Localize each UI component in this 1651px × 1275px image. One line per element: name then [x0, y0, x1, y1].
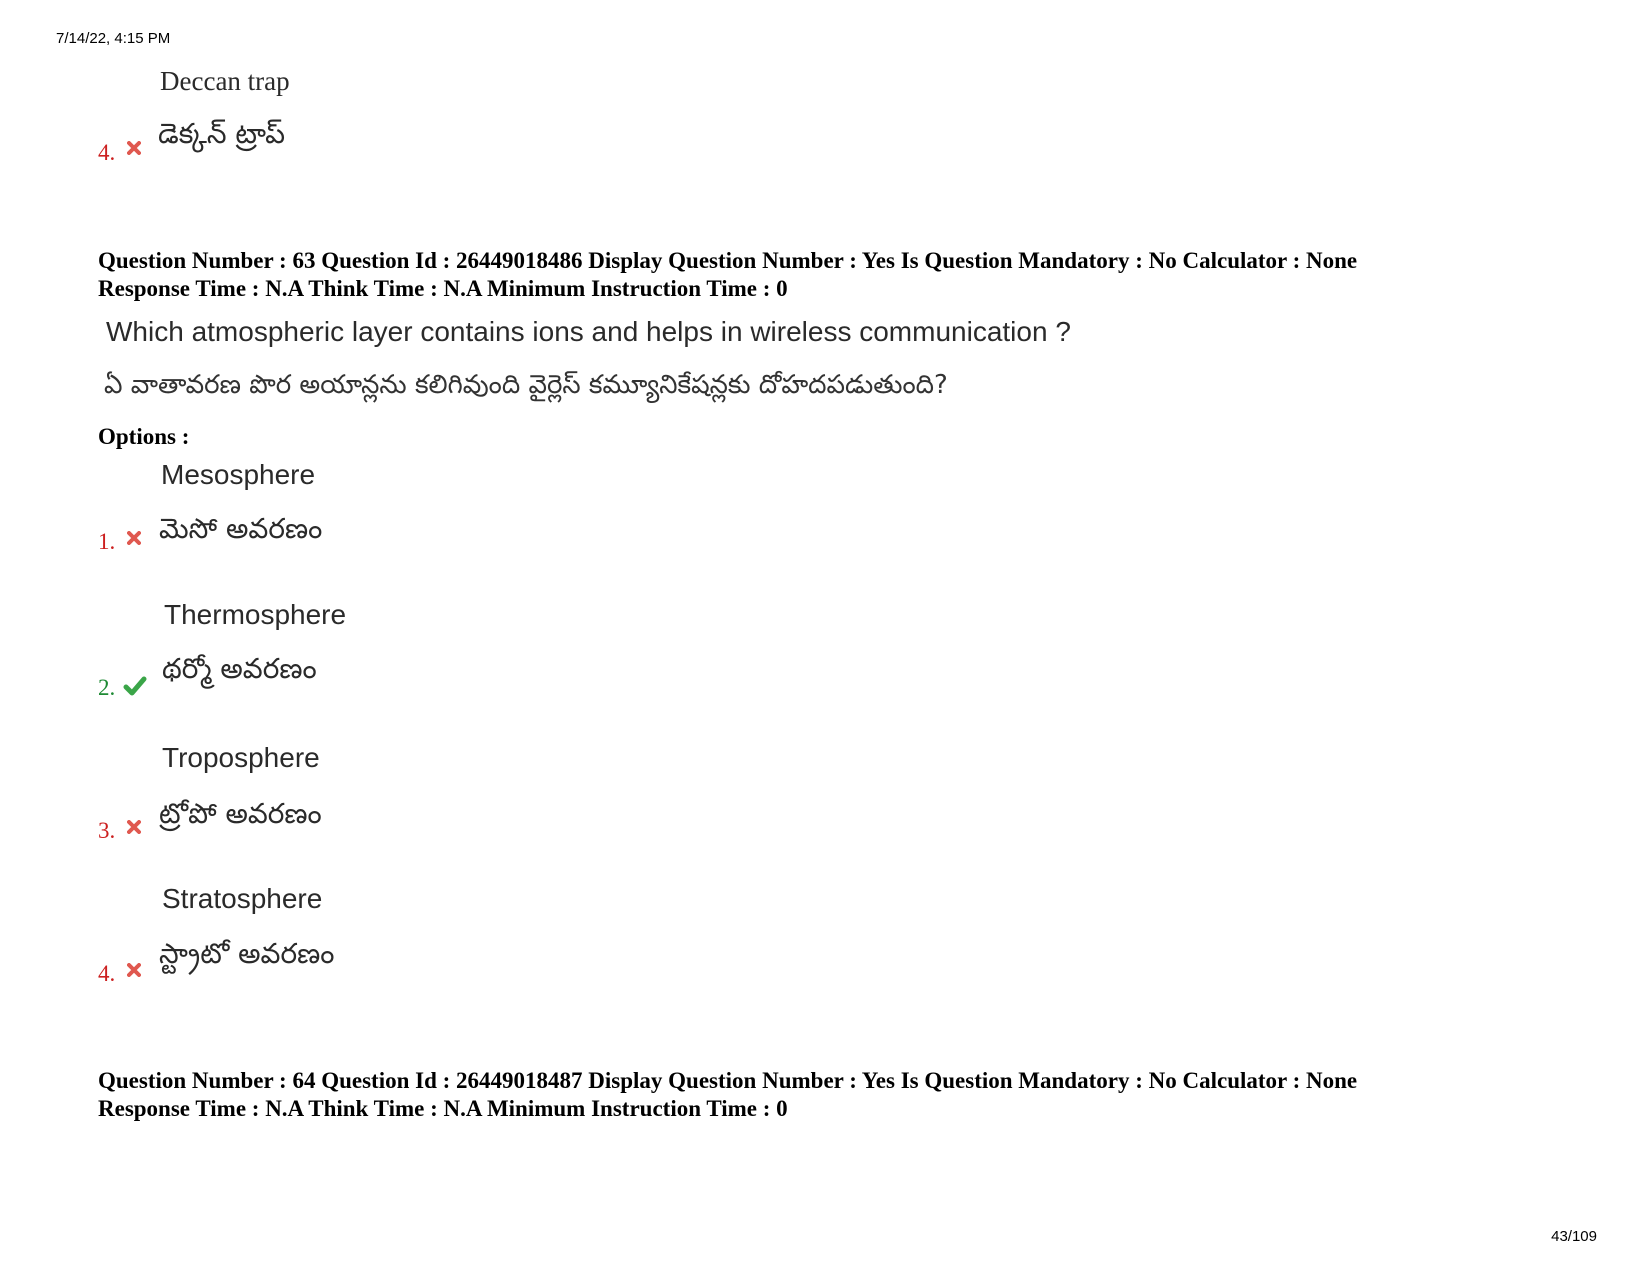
question-64-meta-line2: Response Time : N.A Think Time : N.A Minimum Instruction Time : 0	[98, 1096, 788, 1121]
cross-icon	[127, 141, 141, 155]
print-timestamp: 7/14/22, 4:15 PM	[56, 30, 171, 47]
option-3-text-en: Troposphere	[162, 742, 320, 773]
option-4-text-te: స్ట్రాటో అవరణం	[159, 937, 335, 970]
question-63-text-en: Which atmospheric layer contains ions and helps in wireless communication ?	[106, 316, 1071, 347]
checkmark-icon	[123, 676, 147, 696]
option-4-number: 4.	[98, 961, 116, 986]
option-3-text-te: ట్రోపో అవరణం	[159, 797, 322, 830]
option-2-text-en: Thermosphere	[164, 599, 347, 630]
options-label: Options :	[98, 424, 190, 449]
question-63-meta-line1: Question Number : 63 Question Id : 26449018486 Display Question Number : Yes Is Question Mandatory : No Calculator : None	[98, 248, 1358, 273]
cross-icon	[127, 820, 141, 834]
question-64-meta-line1: Question Number : 64 Question Id : 26449018487 Display Question Number : Yes Is Question Mandatory : No Calculator : None	[98, 1068, 1358, 1093]
prev-option-4-number: 4.	[98, 140, 116, 165]
option-1-text-te: మెసో అవరణం	[159, 512, 323, 545]
question-63-text-te: ఏ వాతావరణ పొర అయాన్లను కలిగివుంది వైర్లెస్ కమ్యూనికేషన్లకు దోహదపడుతుంది?	[104, 370, 948, 400]
option-2-number: 2.	[98, 675, 116, 700]
cross-icon	[127, 963, 141, 977]
prev-option-4-text-te: డెక్కన్ ట్రాప్	[158, 117, 286, 150]
option-1-number: 1.	[98, 529, 116, 554]
page-number: 43/109	[1551, 1228, 1597, 1245]
prev-option-4-text-en: Deccan trap	[160, 66, 290, 96]
question-63-meta-line2: Response Time : N.A Think Time : N.A Minimum Instruction Time : 0	[98, 276, 788, 301]
option-1-text-en: Mesosphere	[161, 459, 316, 490]
cross-icon	[127, 531, 141, 545]
option-2-text-te: థర్మో అవరణం	[162, 652, 317, 685]
option-3-number: 3.	[98, 818, 116, 843]
option-4-text-en: Stratosphere	[162, 883, 323, 914]
